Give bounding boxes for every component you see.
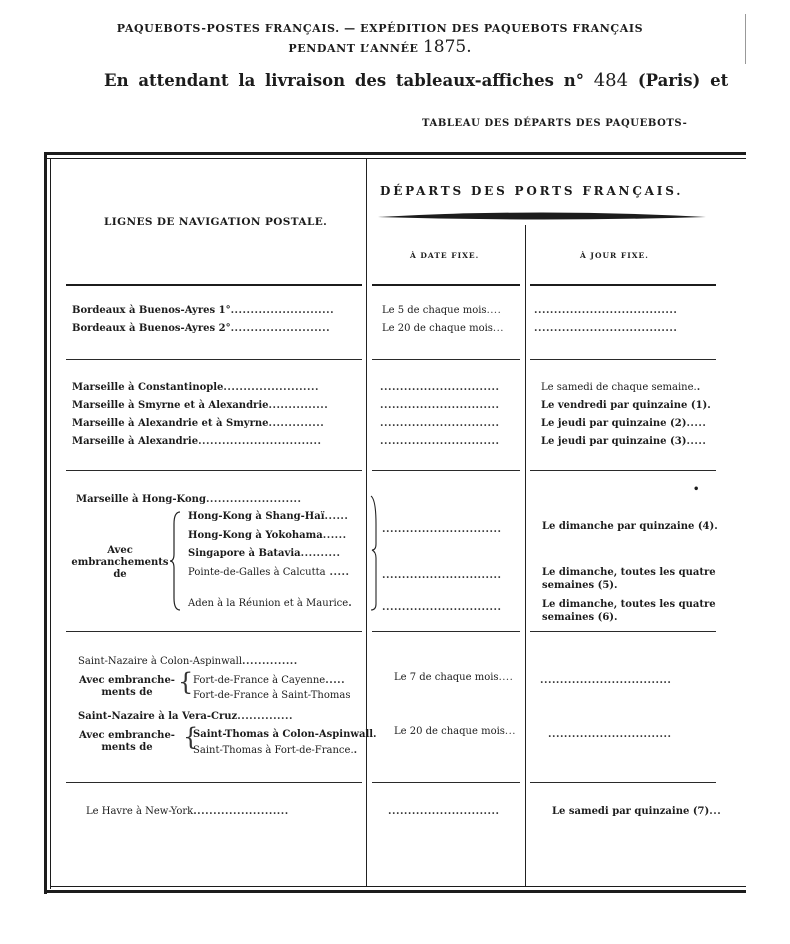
date-fixe-dots: .............................. (380, 418, 500, 429)
line-name: Le Havre à New-York (86, 806, 194, 817)
jour-fixe-cell: Le dimanche, toutes les quatre semaines (6). (542, 599, 716, 623)
line-name: Marseille à Alexandrie et à Smyrne (72, 418, 269, 429)
branch-item: Pointe-de-Galles à Calcutta ..... (188, 567, 350, 578)
branch-label: Avec embranche- ments de (79, 730, 175, 753)
date-fixe-dots: .............................. (382, 524, 502, 535)
section-rule (372, 359, 520, 360)
left-brace (170, 510, 182, 612)
line-name: Marseille à Smyrne et à Alexandrie (72, 400, 269, 411)
line-name: Marseille à Constantinople (72, 382, 224, 393)
left-brace: { (183, 723, 199, 751)
line-name: Marseille à Hong-Kong (76, 494, 206, 505)
table-row: Marseille à Smyrne et à Alexandrie............... (72, 400, 329, 411)
table-row: Le Havre à New-York........................ (86, 806, 289, 817)
branch-label: Avec embranche- ments de (79, 675, 175, 698)
jour-fixe-dots: ................................. (540, 675, 672, 686)
table-top-border-thin (44, 158, 746, 159)
date-fixe-dots: .............................. (382, 602, 502, 613)
col-divider-1 (366, 159, 367, 886)
line-name: Bordeaux à Buenos-Ayres 1° (72, 305, 231, 316)
table-left-border-thin (50, 159, 51, 889)
table-row: Marseille à Constantinople........................ (72, 382, 319, 393)
col-header-jour-fixe: À JOUR FIXE. (580, 251, 649, 260)
col-header-date-fixe: À DATE FIXE. (410, 251, 480, 260)
section-rule (66, 359, 362, 360)
branch-item: Saint-Thomas à Colon-Aspinwall. (193, 729, 377, 740)
intro-number: 484 (593, 70, 629, 91)
section-rule (530, 782, 716, 783)
header-line-2 (0, 37, 760, 57)
table-row: Saint-Nazaire à Colon-Aspinwall.............. (78, 656, 298, 667)
line-name: Bordeaux à Buenos-Ayres 2° (72, 323, 231, 334)
date-fixe-dots: .............................. (380, 400, 500, 411)
table-left-border (44, 152, 47, 894)
table-row: Marseille à Hong-Kong........................ (76, 494, 302, 505)
right-brace (370, 494, 378, 612)
section-rule (530, 470, 716, 471)
jour-fixe-cell: Le jeudi par quinzaine (3)..... (541, 436, 707, 447)
header-line-1: PAQUEBOTS-POSTES FRANÇAIS. — EXPÉDITION DES PAQUEBOTS FRANÇAIS (116, 22, 644, 35)
intro-text-a: En attendant la livraison des tableaux-affiches n° (104, 71, 584, 90)
table-bottom-border (44, 890, 746, 893)
table-top-border (44, 152, 746, 155)
leader-dots: ......................... (230, 323, 331, 334)
section-rule (530, 631, 716, 632)
header-rule-date (372, 284, 520, 286)
section-rule (66, 782, 362, 783)
table-row (72, 305, 334, 316)
page-edge (745, 14, 746, 64)
branch-item: Fort-de-France à Cayenne..... (193, 675, 346, 686)
table-row: Marseille à Alexandrie et à Smyrne.............. (72, 418, 325, 429)
date-fixe-cell: Le 5 de chaque mois.... (382, 305, 502, 316)
intro-text (104, 70, 728, 91)
jour-fixe-dots: .................................... (534, 323, 678, 334)
branch-item: Hong-Kong à Shang-Haï...... (188, 511, 349, 522)
date-fixe-dots: .............................. (380, 436, 500, 447)
jour-fixe-cell: Le samedi de chaque semaine.. (541, 382, 701, 393)
line-name: Saint-Nazaire à Colon-Aspinwall (78, 656, 243, 667)
date-fixe-cell: Le 7 de chaque mois.... (394, 672, 514, 683)
branch-item: Hong-Kong à Yokohama...... (188, 530, 347, 541)
date-fixe-cell: Le 20 de chaque mois... (394, 726, 516, 737)
line-name: Saint-Nazaire à la Vera-Cruz (78, 711, 238, 722)
table-row: Marseille à Alexandrie............................... (72, 436, 322, 447)
branch-item: Aden à la Réunion et à Maurice. (188, 598, 353, 609)
line-name: Marseille à Alexandrie (72, 436, 199, 447)
left-brace: { (178, 668, 194, 696)
jour-fixe-cell: Le samedi par quinzaine (7)... (552, 806, 722, 817)
header-rule-jour (530, 284, 716, 286)
section-rule (530, 359, 716, 360)
branch-item: Singapore à Batavia.......... (188, 548, 341, 559)
jour-fixe-cell: Le dimanche, toutes les quatre semaines (5). (542, 567, 716, 591)
date-fixe-cell: Le 20 de chaque mois... (382, 323, 504, 334)
decorative-swell-rule (372, 210, 712, 224)
jour-fixe-cell: Le dimanche par quinzaine (4). (542, 521, 718, 532)
col-header-departures: DÉPARTS DES PORTS FRANÇAIS. (380, 184, 684, 198)
jour-fixe-dots: .................................... (534, 305, 678, 316)
section-rule (372, 631, 520, 632)
stray-mark: • (693, 484, 700, 495)
col-header-lines: LIGNES DE NAVIGATION POSTALE. (104, 216, 328, 228)
table-row: Saint-Nazaire à la Vera-Cruz.............. (78, 711, 293, 722)
intro-text-b: (Paris) et (637, 71, 729, 90)
header-rule-lines (66, 284, 362, 286)
section-rule (372, 782, 520, 783)
table-bottom-border-thin (50, 886, 746, 887)
jour-fixe-cell: Le vendredi par quinzaine (1). (541, 400, 711, 411)
jour-fixe-dots: ............................... (548, 729, 672, 740)
branch-item: Saint-Thomas à Fort-de-France.. (193, 745, 358, 756)
branch-item: Fort-de-France à Saint-Thomas (193, 690, 351, 701)
date-fixe-dots: .............................. (380, 382, 500, 393)
header-year: 1875. (422, 37, 472, 57)
table-title: TABLEAU DES DÉPARTS DES PAQUEBOTS- (422, 118, 688, 129)
date-fixe-dots: .............................. (382, 570, 502, 581)
jour-fixe-cell: Le jeudi par quinzaine (2)..... (541, 418, 707, 429)
table-row (72, 323, 330, 334)
leader-dots: .......................... (230, 305, 335, 316)
date-fixe-dots: ............................ (388, 806, 500, 817)
branch-label: Avec embranchements de (71, 545, 169, 580)
col-divider-2 (525, 225, 526, 886)
section-rule (66, 470, 362, 471)
section-rule (66, 631, 362, 632)
section-rule (372, 470, 520, 471)
header-year-label: PENDANT L’ANNÉE (288, 42, 419, 55)
